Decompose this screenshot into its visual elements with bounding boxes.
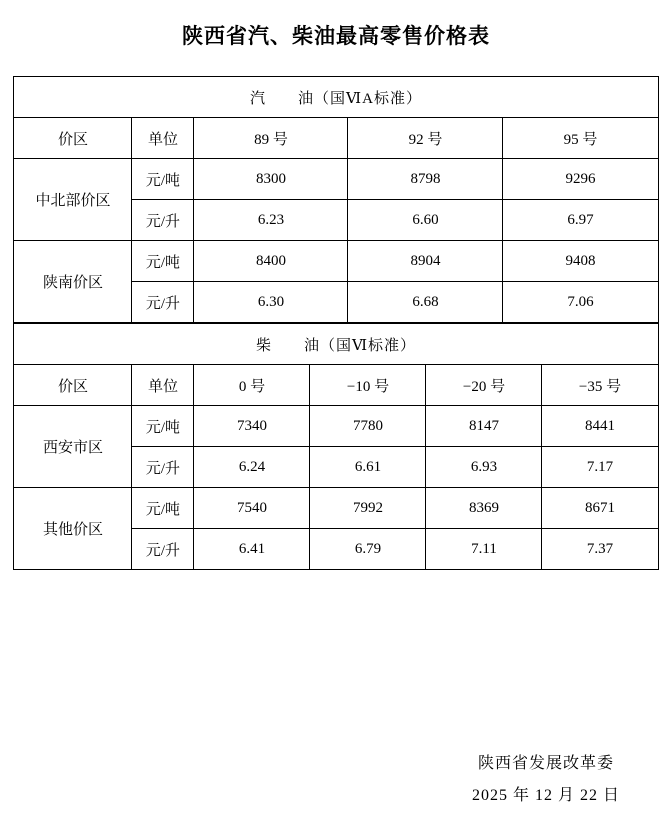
table-row: [14, 365, 658, 406]
column-header-grade-minus20: −20 号: [426, 365, 542, 406]
price-cell: 8441: [542, 406, 658, 447]
signature-block: [472, 748, 620, 812]
unit-label: 元/升: [132, 200, 194, 241]
price-cell: 6.93: [426, 447, 542, 488]
table-row: [14, 488, 658, 529]
price-cell: 8400: [194, 241, 348, 282]
column-header-grade-92: 92 号: [348, 118, 503, 159]
zone-label: 其他价区: [14, 488, 132, 570]
table-row: [14, 241, 658, 282]
zone-label: 陕南价区: [14, 241, 132, 323]
price-cell: 7.06: [503, 282, 658, 323]
column-header-grade-95: 95 号: [503, 118, 658, 159]
zone-label: 中北部价区: [14, 159, 132, 241]
column-header-zone: 价区: [14, 365, 132, 406]
unit-label: 元/吨: [132, 406, 194, 447]
column-header-grade-minus10: −10 号: [310, 365, 426, 406]
price-cell: 7540: [194, 488, 310, 529]
unit-label: 元/吨: [132, 241, 194, 282]
price-cell: 7.17: [542, 447, 658, 488]
price-cell: 7340: [194, 406, 310, 447]
issuer-name: 陕西省发展改革委: [477, 755, 614, 772]
price-cell: 7780: [310, 406, 426, 447]
zone-label: 西安市区: [14, 406, 132, 488]
unit-label: 元/升: [132, 529, 194, 570]
price-cell: 6.68: [348, 282, 503, 323]
price-cell: 8798: [348, 159, 503, 200]
price-cell: 8147: [426, 406, 542, 447]
price-cell: 8300: [194, 159, 348, 200]
column-header-zone: 价区: [14, 118, 132, 159]
price-cell: 8904: [348, 241, 503, 282]
table-row: [14, 324, 658, 365]
price-cell: 6.97: [503, 200, 658, 241]
column-header-grade-0: 0 号: [194, 365, 310, 406]
unit-label: 元/升: [132, 282, 194, 323]
table-row: [14, 77, 658, 118]
price-cell: 7.11: [426, 529, 542, 570]
diesel-section-header: 柴 油（国Ⅵ标准）: [14, 324, 658, 365]
gasoline-section-header: 汽 油（国ⅥA标准）: [14, 77, 658, 118]
unit-label: 元/升: [132, 447, 194, 488]
unit-label: 元/吨: [132, 159, 194, 200]
gasoline-price-table: [13, 76, 658, 323]
unit-label: 元/吨: [132, 488, 194, 529]
column-header-grade-89: 89 号: [194, 118, 348, 159]
price-cell: 6.61: [310, 447, 426, 488]
price-cell: 9408: [503, 241, 658, 282]
column-header-grade-minus35: −35 号: [542, 365, 658, 406]
price-cell: 6.41: [194, 529, 310, 570]
price-cell: 7.37: [542, 529, 658, 570]
price-cell: 6.23: [194, 200, 348, 241]
price-cell: 7992: [310, 488, 426, 529]
column-header-unit: 单位: [132, 365, 194, 406]
price-cell: 6.79: [310, 529, 426, 570]
price-cell: 9296: [503, 159, 658, 200]
price-cell: 8671: [542, 488, 658, 529]
document-page: [0, 20, 672, 826]
price-cell: 8369: [426, 488, 542, 529]
price-cell: 6.60: [348, 200, 503, 241]
column-header-unit: 单位: [132, 118, 194, 159]
page-title: 陕西省汽、柴油最高零售价格表: [182, 24, 490, 48]
price-cell: 6.24: [194, 447, 310, 488]
table-row: [14, 406, 658, 447]
issue-date: 2025 年 12 月 22 日: [471, 787, 620, 804]
table-row: [14, 159, 658, 200]
table-row: [14, 118, 658, 159]
diesel-price-table: [13, 323, 658, 570]
price-cell: 6.30: [194, 282, 348, 323]
